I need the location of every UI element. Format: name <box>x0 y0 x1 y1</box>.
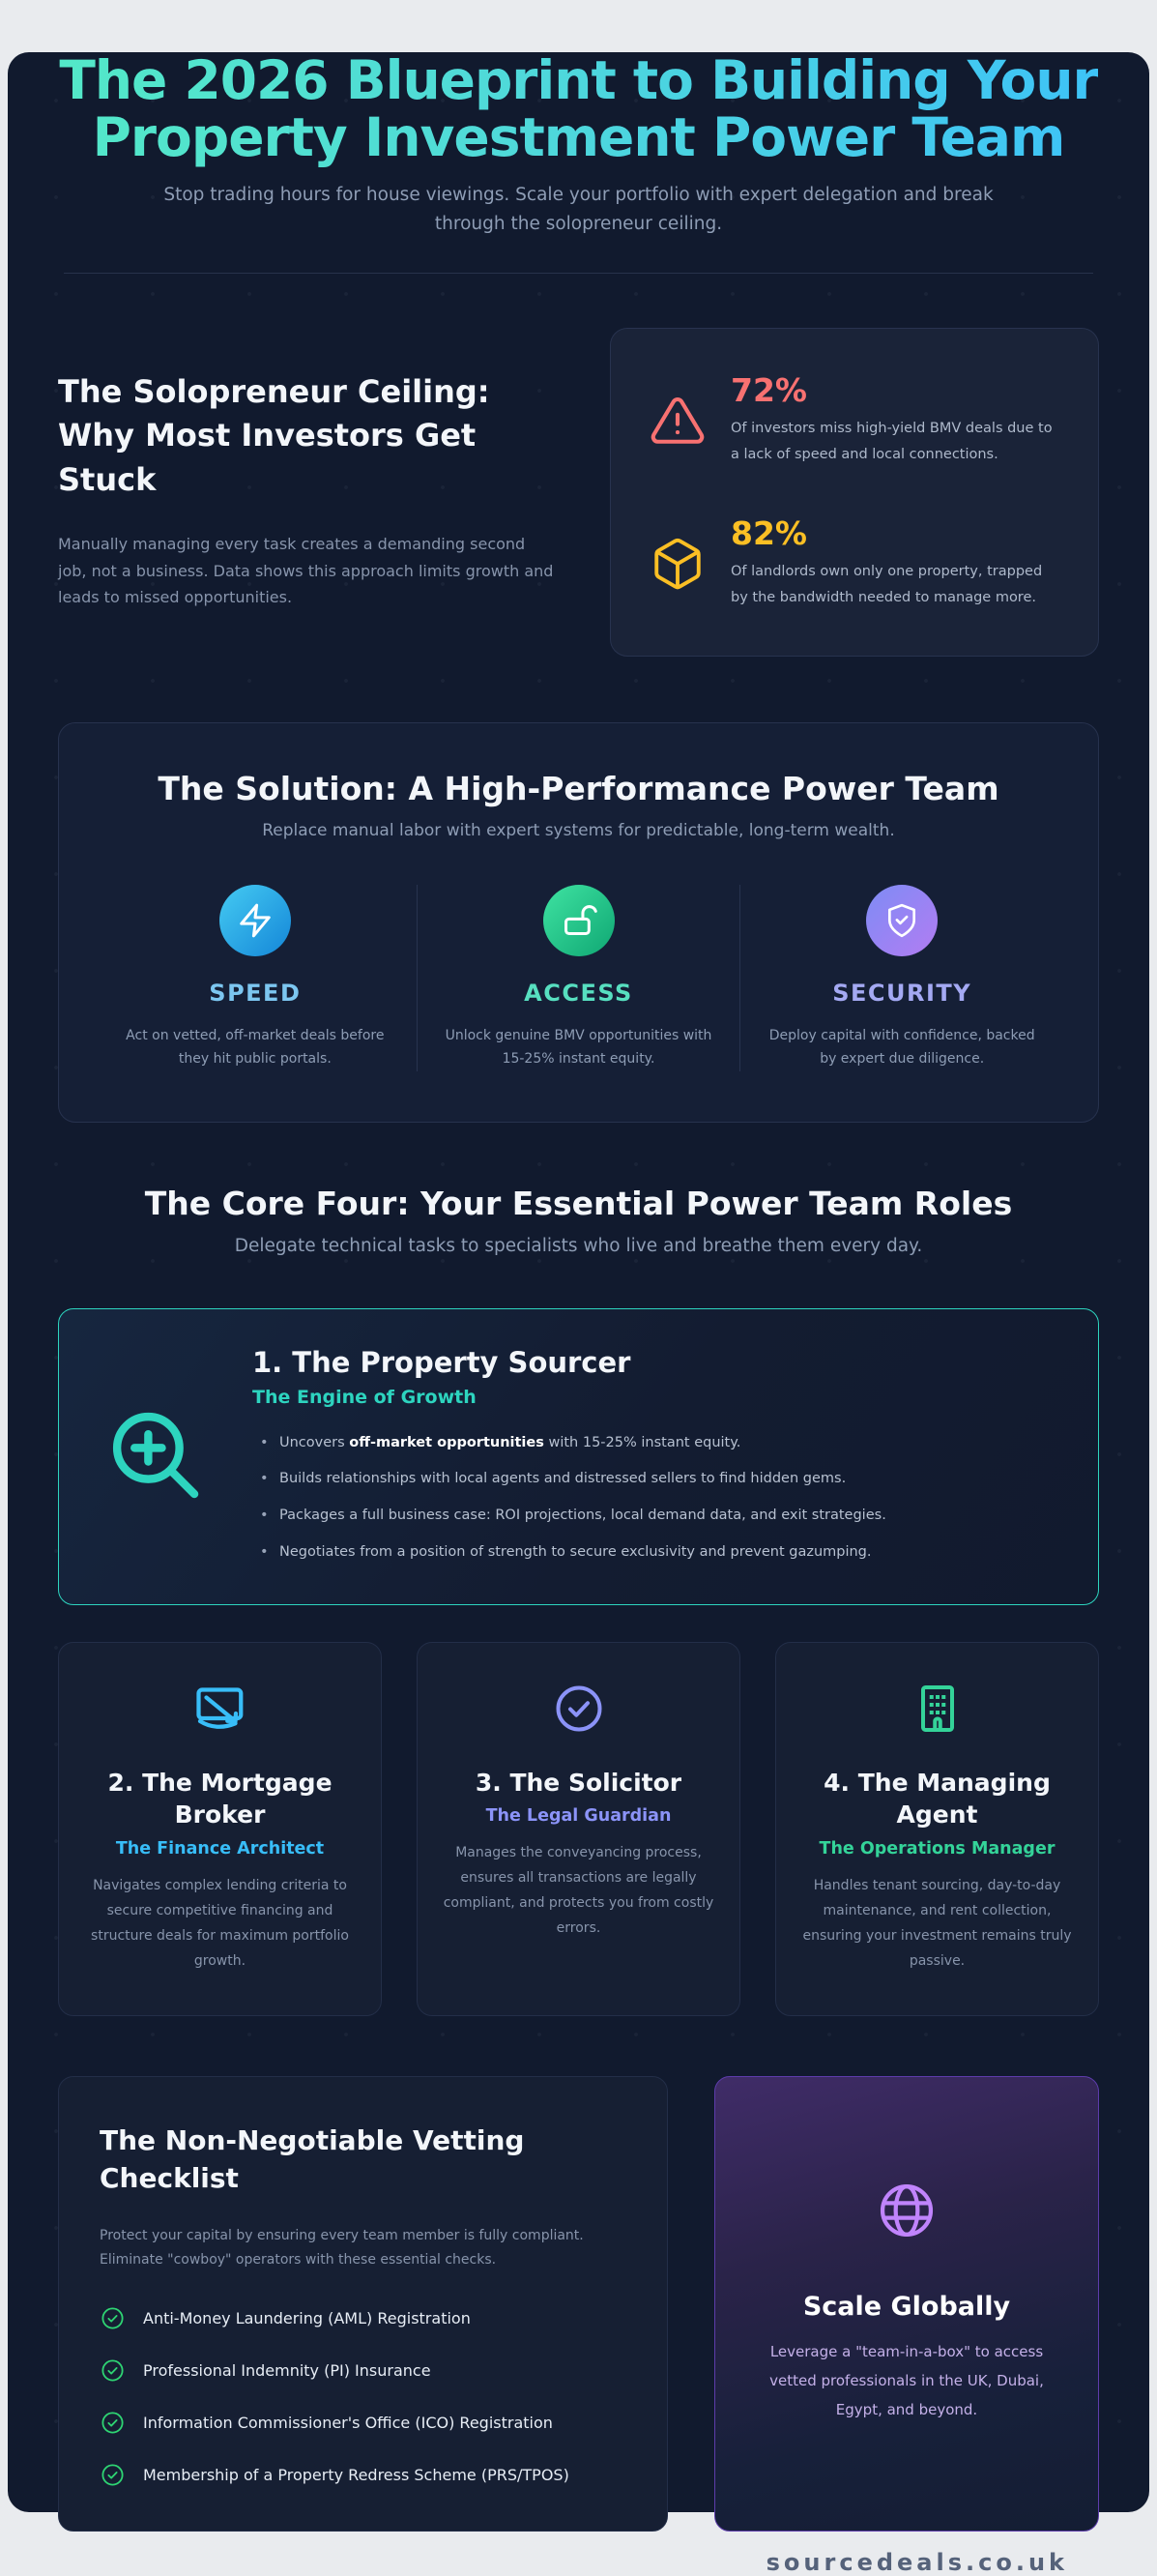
role-tagline: The Operations Manager <box>819 1839 1056 1859</box>
sourcer-title: 1. The Property Sourcer <box>252 1345 631 1379</box>
core-four-header <box>58 1185 1099 1256</box>
lightning-icon <box>219 885 291 956</box>
solopreneur-ceiling-section <box>58 328 1099 657</box>
ceiling-text-block <box>58 328 558 611</box>
bullet-text: Builds relationships with local agents and distressed sellers to find hidden gems. <box>279 1471 847 1487</box>
stat-value: 72% <box>731 370 807 409</box>
checklist-text: Information Commissioner's Office (ICO) Registration <box>143 2414 553 2433</box>
list-item <box>252 1542 886 1564</box>
check-circle-icon <box>100 2305 126 2331</box>
checklist-text: Membership of a Property Redress Scheme (PRS/TPOS) <box>143 2466 569 2485</box>
stat-content <box>731 370 1059 468</box>
list-item <box>100 2410 626 2436</box>
sourcer-content <box>252 1346 886 1564</box>
building-icon <box>909 1680 967 1738</box>
pillar-desc: Unlock genuine BMV opportunities with 15-25% instant equity. <box>445 1027 712 1068</box>
page-title: The 2026 Blueprint to Building Your Property Investment Power Team <box>59 49 1098 169</box>
role-title: 3. The Solicitor <box>475 1768 682 1797</box>
infographic-page <box>8 49 1149 2576</box>
mortgage-broker-card <box>58 1642 382 2016</box>
list-item <box>100 2462 626 2488</box>
ceiling-body: Manually managing every task creates a demanding second job, not a business. Data shows this approach limits growth and leads to missed opportunities. <box>58 535 554 607</box>
bullet-text: with 15-25% instant equity. <box>543 1434 741 1450</box>
vetting-body: Protect your capital by ensuring every team member is fully compliant. Eliminate "cowboy" operators with these essential checks. <box>100 2228 584 2269</box>
list-item <box>100 2305 626 2331</box>
role-desc: Handles tenant sourcing, day-to-day maintenance, and rent collection, ensuring your investment remains truly passive. <box>802 1878 1072 1969</box>
stat-content <box>731 513 1059 611</box>
role-desc: Manages the conveyancing process, ensures all transactions are legally compliant, and protects you from costly errors. <box>443 1845 714 1937</box>
list-item <box>252 1469 886 1490</box>
alert-triangle-icon <box>650 393 706 449</box>
core-four-subtitle: Delegate technical tasks to specialists who live and breathe them every day. <box>234 1235 923 1256</box>
check-circle-icon <box>550 1680 608 1738</box>
stat-missed-deals <box>650 370 1059 468</box>
checklist-text: Anti-Money Laundering (AML) Registration <box>143 2309 471 2328</box>
pillar-desc: Act on vetted, off-market deals before they hit public portals. <box>126 1027 385 1068</box>
hero-subtitle: Stop trading hours for house viewings. Scale your portfolio with expert delegation and break through the solopreneur ceiling. <box>163 184 994 235</box>
stat-text: Of investors miss high-yield BMV deals due to a lack of speed and local connections. <box>731 421 1053 462</box>
bullet-text: Packages a full business case: ROI projections, local demand data, and exit strategies. <box>279 1508 886 1524</box>
solution-pillars <box>94 885 1063 1071</box>
solution-heading: The Solution: A High-Performance Power Team <box>158 769 999 807</box>
solicitor-card <box>417 1642 740 2016</box>
bullet-bold: off-market opportunities <box>349 1434 544 1450</box>
bullet-text: Uncovers <box>279 1434 350 1450</box>
stat-single-property <box>650 513 1059 611</box>
vetting-heading: The Non-Negotiable Vetting Checklist <box>100 2123 525 2194</box>
vetting-list <box>100 2305 626 2488</box>
bullet-text: Negotiates from a position of strength to secure exclusivity and prevent gazumping. <box>279 1543 872 1560</box>
check-circle-icon <box>100 2410 126 2436</box>
scale-globally-card <box>714 2076 1099 2532</box>
pillar-desc: Deploy capital with confidence, backed by expert due diligence. <box>768 1027 1035 1068</box>
footer <box>58 2549 1099 2576</box>
pillar-access <box>418 885 740 1071</box>
hero-divider <box>64 273 1093 274</box>
unlock-icon <box>543 885 615 956</box>
pillar-label: SECURITY <box>832 979 972 1007</box>
role-title: 4. The Managing Agent <box>824 1768 1051 1830</box>
solution-section <box>58 722 1099 1123</box>
pillar-label: ACCESS <box>524 979 633 1007</box>
role-cards <box>58 1642 1099 2016</box>
chart-screen-icon <box>191 1680 249 1738</box>
stats-card <box>610 328 1099 657</box>
vetting-checklist-card <box>58 2076 668 2532</box>
list-item <box>252 1433 886 1454</box>
property-sourcer-card <box>58 1308 1099 1605</box>
scale-heading: Scale Globally <box>802 2291 1011 2322</box>
cube-icon <box>650 536 706 592</box>
list-item <box>100 2357 626 2384</box>
bottom-section <box>58 2076 1099 2532</box>
scale-body: Leverage a "team-in-a-box" to access vetted professionals in the UK, Dubai, Egypt, and beyond. <box>769 2342 1044 2418</box>
role-tagline: The Finance Architect <box>115 1839 325 1859</box>
role-tagline: The Legal Guardian <box>485 1806 672 1827</box>
role-title: 2. The Mortgage Broker <box>107 1768 333 1830</box>
pillar-speed <box>94 885 417 1071</box>
role-desc: Navigates complex lending criteria to secure competitive financing and structure deals for maximum portfolio growth. <box>91 1878 349 1969</box>
core-four-heading: The Core Four: Your Essential Power Team Roles <box>144 1184 1013 1222</box>
check-circle-icon <box>100 2357 126 2384</box>
ceiling-heading: The Solopreneur Ceiling: Why Most Investors Get Stuck <box>58 372 490 498</box>
hero-section <box>58 49 1099 274</box>
managing-agent-card <box>775 1642 1099 2016</box>
brand-text: sourcedeals.co.uk <box>766 2549 1068 2576</box>
sourcer-tagline: The Engine of Growth <box>252 1386 477 1408</box>
stat-value: 82% <box>731 513 807 552</box>
sourcer-bullet-list <box>252 1433 886 1564</box>
stat-text: Of landlords own only one property, trapped by the bandwidth needed to manage more. <box>731 564 1043 605</box>
magnifier-plus-icon <box>103 1403 206 1506</box>
check-circle-icon <box>100 2462 126 2488</box>
globe-icon <box>874 2178 940 2243</box>
pillar-label: SPEED <box>209 979 302 1007</box>
pillar-security <box>740 885 1063 1071</box>
list-item <box>252 1506 886 1527</box>
checklist-text: Professional Indemnity (PI) Insurance <box>143 2361 431 2381</box>
shield-check-icon <box>866 885 938 956</box>
solution-subtitle: Replace manual labor with expert systems for predictable, long-term wealth. <box>262 820 895 840</box>
